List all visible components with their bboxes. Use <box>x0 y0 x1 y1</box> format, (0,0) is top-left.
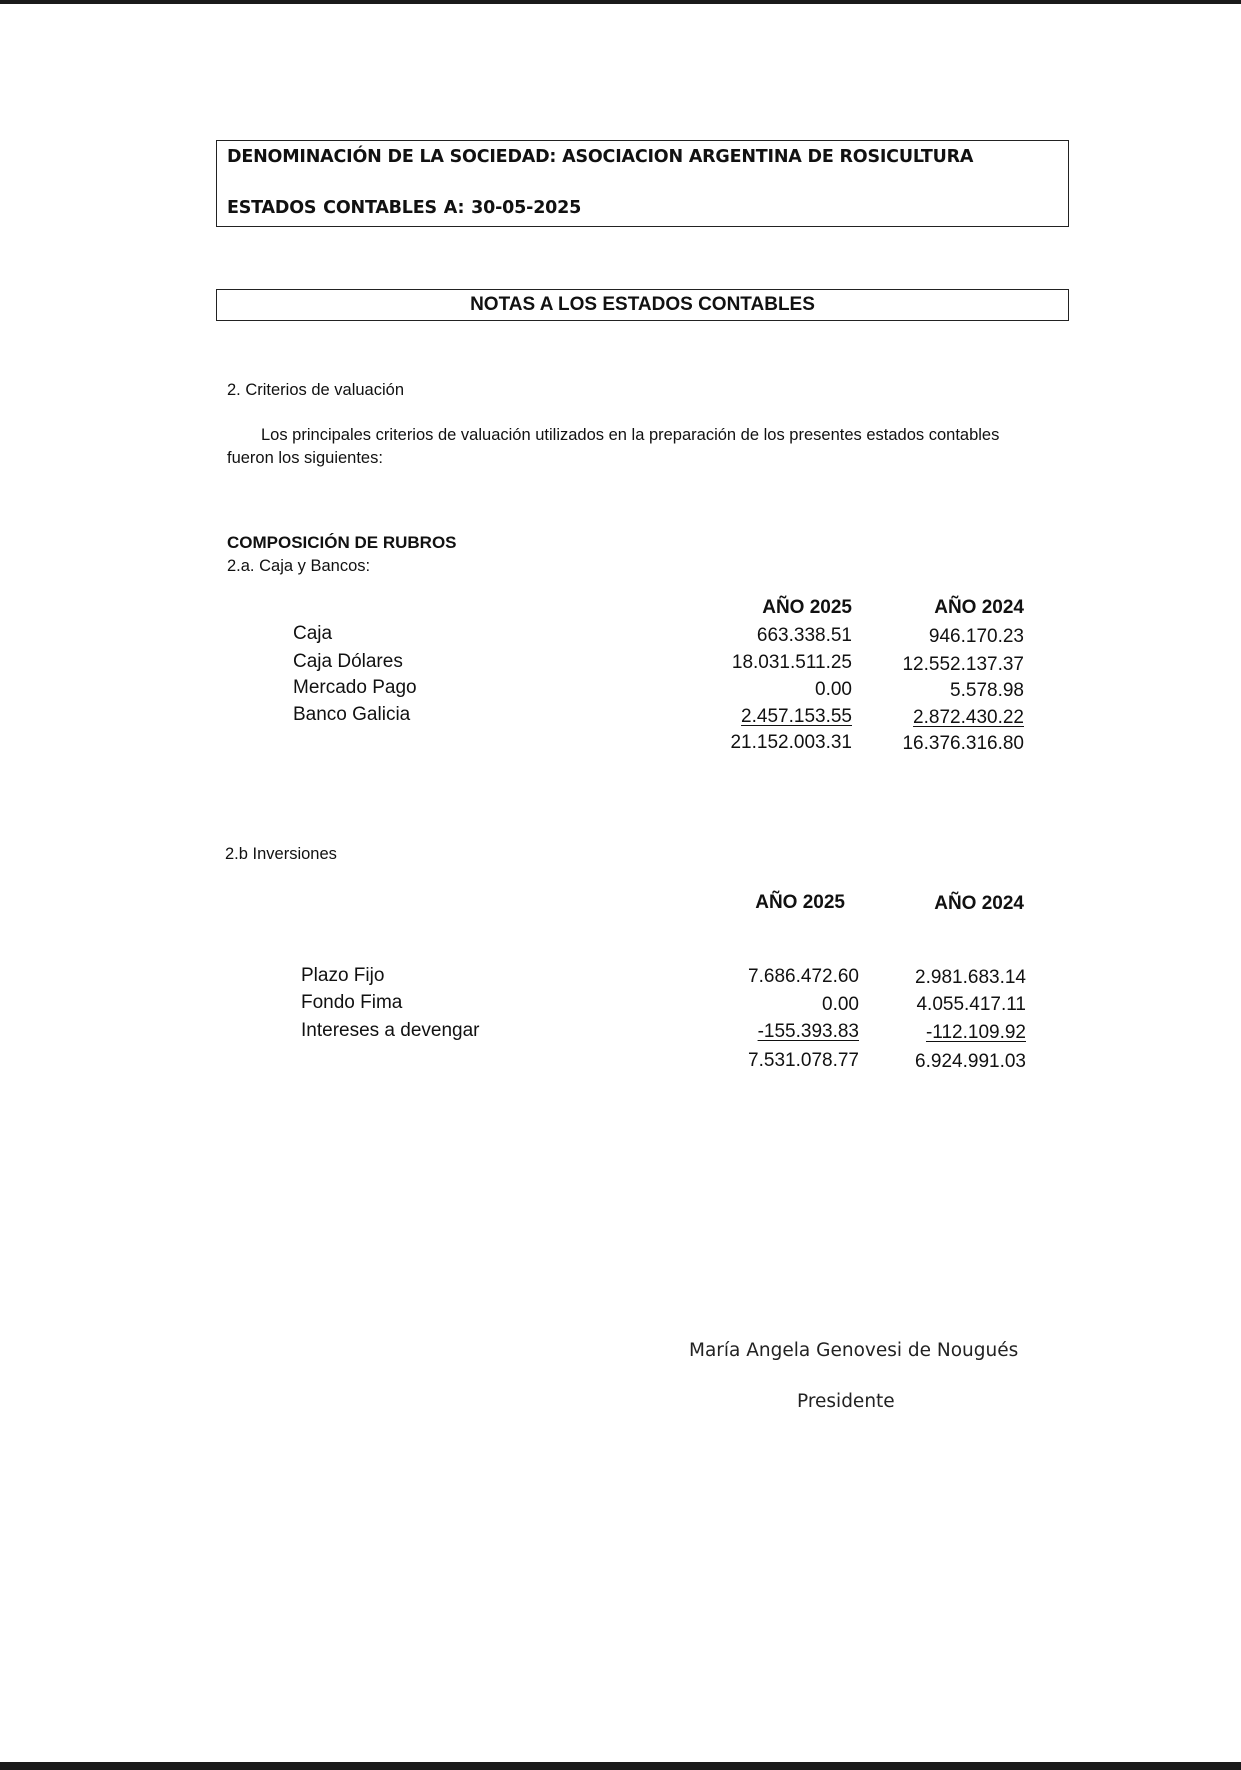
row-label: Caja Dólares <box>293 651 403 672</box>
header-box <box>216 140 1069 227</box>
col-header-2025: AÑO 2025 <box>755 892 845 913</box>
total-2025: 7.531.078.77 <box>748 1050 859 1071</box>
row-label: Plazo Fijo <box>301 965 385 986</box>
row-value-2024: 5.578.98 <box>950 680 1024 701</box>
statements-date: ESTADOS CONTABLES A: 30-05-2025 <box>227 198 582 218</box>
section-paragraph-line-2: fueron los siguientes: <box>227 449 383 467</box>
row-value-2025: 7.686.472.60 <box>748 966 859 987</box>
row-value-2025: 0.00 <box>822 994 859 1015</box>
row-label: Banco Galicia <box>293 704 411 725</box>
col-header-2024: AÑO 2024 <box>934 893 1024 914</box>
row-value-2024: 2.981.683.14 <box>915 967 1026 988</box>
row-value-2025: 2.457.153.55 <box>741 706 852 727</box>
scan-top-edge <box>0 0 1241 4</box>
row-label: Intereses a devengar <box>301 1020 480 1041</box>
row-value-2025: 663.338.51 <box>756 625 852 646</box>
row-value-2024: 946.170.23 <box>928 626 1024 647</box>
caja-bancos-subtitle: 2.a. Caja y Bancos: <box>227 557 371 575</box>
row-label: Caja <box>293 623 333 644</box>
row-label: Fondo Fima <box>301 992 403 1013</box>
col-header-2025: AÑO 2025 <box>762 597 852 618</box>
row-value-2024: 12.552.137.37 <box>902 654 1024 675</box>
section-paragraph-line-1: Los principales criterios de valuación utilizados en la preparación de los presentes estados contables <box>261 426 1000 444</box>
section-heading: 2. Criterios de valuación <box>227 381 405 399</box>
row-value-2024: 2.872.430.22 <box>913 707 1024 728</box>
notes-title-box <box>216 289 1069 321</box>
row-label: Mercado Pago <box>293 677 417 698</box>
col-header-2024: AÑO 2024 <box>934 597 1024 618</box>
total-2024: 6.924.991.03 <box>915 1051 1026 1072</box>
inversiones-title: 2.b Inversiones <box>225 845 337 863</box>
signatory-role: Presidente <box>797 1391 895 1412</box>
row-value-2025: 18.031.511.25 <box>731 652 852 673</box>
row-value-2025: 0.00 <box>815 679 852 700</box>
scan-bottom-edge <box>0 1762 1241 1770</box>
total-2025: 21.152.003.31 <box>730 732 852 753</box>
row-value-2024: 4.055.417.11 <box>916 994 1026 1015</box>
row-value-2024: -112.109.92 <box>925 1022 1026 1043</box>
notes-title: NOTAS A LOS ESTADOS CONTABLES <box>470 294 815 315</box>
signatory-name: María Angela Genovesi de Nougués <box>689 1340 1019 1361</box>
society-name: DENOMINACIÓN DE LA SOCIEDAD: ASOCIACION ARGENTINA DE ROSICULTURA <box>227 147 974 167</box>
composicion-title: COMPOSICIÓN DE RUBROS <box>227 533 457 552</box>
total-2024: 16.376.316.80 <box>902 733 1024 754</box>
row-value-2025: -155.393.83 <box>757 1021 859 1042</box>
